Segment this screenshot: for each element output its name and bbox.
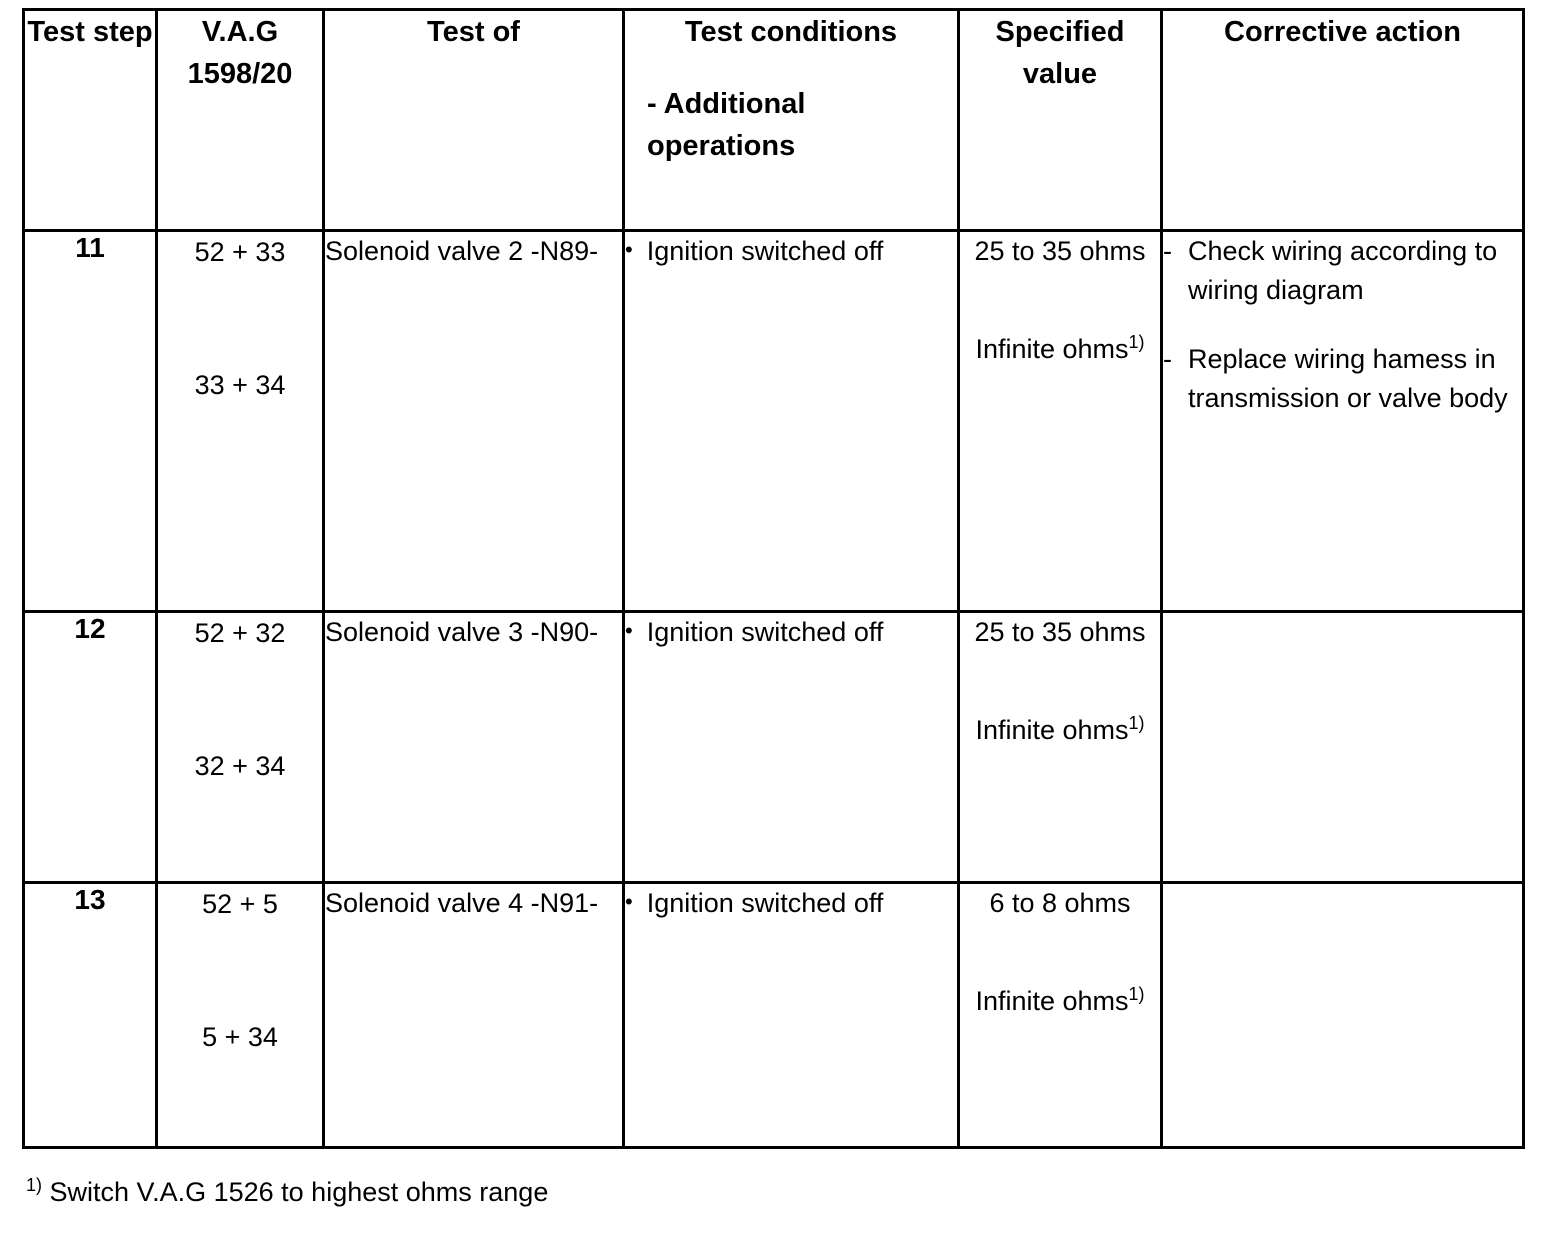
corrective-item: [1163, 340, 1522, 418]
footnote-marker: 1): [1128, 332, 1145, 353]
header-specified-value: Specified value: [959, 10, 1162, 231]
condition-text: Ignition switched off: [646, 888, 884, 918]
vag-value-first: 52 + 33: [194, 237, 286, 267]
vag-value-first: 52 + 5: [202, 889, 278, 919]
header-vag: V.A.G 1598/20: [157, 10, 324, 231]
spec-value-second-text: Infinite ohms: [975, 334, 1129, 365]
vag-value-second: 5 + 34: [202, 1021, 278, 1052]
spec-value-first: 6 to 8 ohms: [989, 888, 1131, 918]
vag-value-second: 33 + 34: [194, 369, 286, 400]
footnote-marker: 1): [1128, 713, 1145, 734]
bullet-icon: •: [625, 237, 633, 262]
test-steps-table: [22, 8, 1525, 1149]
bullet-icon: •: [625, 618, 633, 643]
spec-value-second: [960, 329, 1160, 369]
corrective-text: Check wiring according to wiring diagram: [1188, 236, 1498, 306]
corrective-item: [1163, 232, 1522, 310]
table-row: [24, 231, 1524, 612]
table-header-row: [24, 10, 1524, 231]
dash-icon: -: [1163, 236, 1172, 266]
cell-specified-value: [959, 612, 1162, 883]
footnote-text: Switch V.A.G 1526 to highest ohms range: [49, 1177, 549, 1207]
cell-test-step: 13: [24, 883, 157, 1148]
footnote: [22, 1175, 1546, 1208]
table-row: [24, 612, 1524, 883]
cell-corrective-action: [1162, 612, 1524, 883]
spec-value-second-text: Infinite ohms: [975, 986, 1129, 1017]
cell-vag: [157, 883, 324, 1148]
cell-test-step: 11: [24, 231, 157, 612]
cell-corrective-action: [1162, 231, 1524, 612]
header-corrective-action: Corrective action: [1162, 10, 1524, 231]
spec-value-second-text: Infinite ohms: [975, 715, 1129, 746]
cell-test-of: Solenoid valve 2 -N89-: [324, 231, 624, 612]
dash-icon: -: [1163, 344, 1172, 375]
bullet-icon: •: [625, 889, 633, 914]
cell-test-conditions: [624, 612, 959, 883]
condition-text: Ignition switched off: [646, 236, 884, 266]
cell-test-step: 12: [24, 612, 157, 883]
header-test-conditions-subtitle: - Additional operations: [647, 88, 806, 163]
header-test-step: Test step: [24, 10, 157, 231]
vag-value-first: 52 + 32: [194, 618, 286, 648]
spec-value-second: [960, 710, 1160, 750]
vag-value-second: 32 + 34: [194, 750, 286, 781]
cell-vag: [157, 612, 324, 883]
footnote-marker: 1): [26, 1175, 43, 1195]
condition-text: Ignition switched off: [646, 617, 884, 647]
header-test-conditions: [624, 10, 959, 231]
cell-specified-value: [959, 883, 1162, 1148]
spec-value-first: 25 to 35 ohms: [974, 617, 1146, 647]
corrective-text: Replace wiring hamess in transmission or valve body: [1188, 344, 1508, 414]
table-row: [24, 883, 1524, 1148]
cell-test-of: Solenoid valve 4 -N91-: [324, 883, 624, 1148]
cell-specified-value: [959, 231, 1162, 612]
cell-vag: [157, 231, 324, 612]
cell-test-conditions: [624, 231, 959, 612]
spec-value-first: 25 to 35 ohms: [974, 236, 1146, 266]
header-test-of: Test of: [324, 10, 624, 231]
footnote-marker: 1): [1128, 984, 1145, 1005]
spec-value-second: [960, 981, 1160, 1021]
cell-test-conditions: [624, 883, 959, 1148]
header-test-conditions-title: Test conditions: [684, 16, 898, 48]
cell-test-of: Solenoid valve 3 -N90-: [324, 612, 624, 883]
cell-corrective-action: [1162, 883, 1524, 1148]
